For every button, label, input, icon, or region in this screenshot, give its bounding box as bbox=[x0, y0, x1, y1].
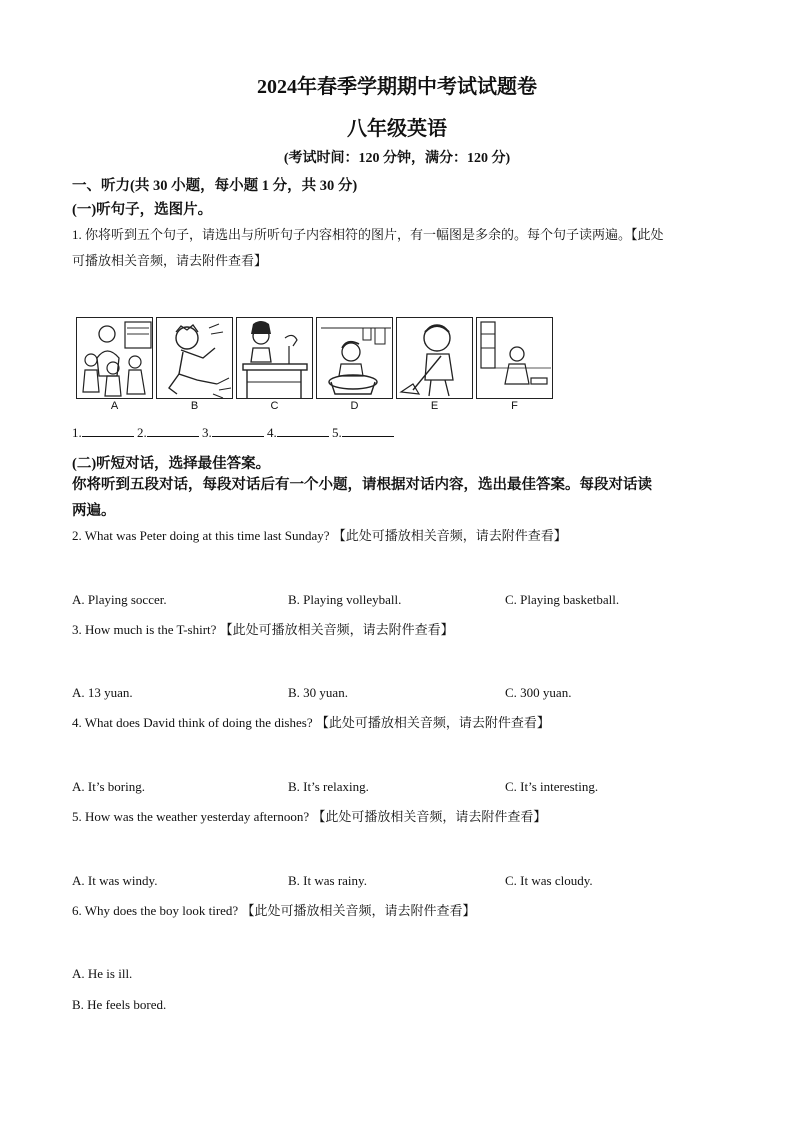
q4-option-b[interactable]: B. It’s relaxing. bbox=[288, 779, 369, 794]
boy-sweeping-picture bbox=[397, 318, 473, 399]
picture-e bbox=[396, 317, 473, 399]
question-3: 3. How much is the T-shirt? 【此处可播放相关音频，请去附件查看】 bbox=[72, 622, 454, 637]
answer-number: 4. bbox=[267, 425, 277, 440]
answer-blank[interactable] bbox=[212, 424, 264, 437]
part2-heading: (二)听短对话，选择最佳答案。 bbox=[72, 456, 271, 472]
section-heading-listening: 一、听力(共 30 小题，每小题 1 分，共 30 分) bbox=[72, 178, 358, 194]
picture-label-b: B bbox=[190, 400, 199, 412]
answer-blank[interactable] bbox=[277, 424, 329, 437]
answer-blank[interactable] bbox=[342, 424, 394, 437]
q6-option-b[interactable]: B. He feels bored. bbox=[72, 997, 167, 1012]
part2-instructions bbox=[72, 472, 722, 524]
q1-instructions-line2: 可播放相关音频，请去附件查看】 bbox=[72, 253, 268, 268]
answer-blanks bbox=[72, 424, 394, 441]
answer-number: 2. bbox=[137, 425, 147, 440]
answer-number: 5. bbox=[332, 425, 342, 440]
question-4: 4. What does David think of doing the dishes? 【此处可播放相关音频，请去附件查看】 bbox=[72, 715, 550, 730]
q2-option-c[interactable]: C. Playing basketball. bbox=[505, 592, 620, 607]
question-5: 5. How was the weather yesterday afternoon? 【此处可播放相关音频，请去附件查看】 bbox=[72, 809, 547, 824]
exam-title: 2024年春季学期期中考试试题卷 bbox=[257, 76, 537, 98]
picture-label-c: C bbox=[270, 400, 279, 412]
picture-d bbox=[316, 317, 393, 399]
picture-label-e: E bbox=[430, 400, 439, 412]
q3-option-c[interactable]: C. 300 yuan. bbox=[505, 685, 572, 700]
picture-f bbox=[476, 317, 553, 399]
part2-instructions-line2: 两遍。 bbox=[72, 503, 116, 519]
answer-blank[interactable] bbox=[147, 424, 199, 437]
girl-washing-clothes-picture bbox=[317, 318, 393, 399]
picture-label-d: D bbox=[350, 400, 359, 412]
q4-option-c[interactable]: C. It’s interesting. bbox=[505, 779, 599, 794]
picture-b bbox=[156, 317, 233, 399]
question-2: 2. What was Peter doing at this time last Sunday? 【此处可播放相关音频，请去附件查看】 bbox=[72, 528, 567, 543]
q6-option-a[interactable]: A. He is ill. bbox=[72, 966, 133, 981]
q3-option-b[interactable]: B. 30 yuan. bbox=[288, 685, 348, 700]
q2-option-a[interactable]: A. Playing soccer. bbox=[72, 592, 167, 607]
q3-option-a[interactable]: A. 13 yuan. bbox=[72, 685, 133, 700]
child-reading-picture bbox=[477, 318, 553, 399]
picture-label-f: F bbox=[511, 400, 518, 412]
answer-number: 1. bbox=[72, 425, 82, 440]
q5-option-c[interactable]: C. It was cloudy. bbox=[505, 873, 593, 888]
q1-instructions bbox=[72, 222, 722, 274]
picture-a bbox=[76, 317, 153, 399]
girl-at-desk-picture bbox=[237, 318, 313, 399]
answer-blank[interactable] bbox=[82, 424, 134, 437]
q5-option-b[interactable]: B. It was rainy. bbox=[288, 873, 367, 888]
picture-c bbox=[236, 317, 313, 399]
picture-row bbox=[76, 317, 556, 417]
exam-subject: 八年级英语 bbox=[347, 118, 447, 140]
q5-option-a[interactable]: A. It was windy. bbox=[72, 873, 158, 888]
part1-heading: (一)听句子，选图片。 bbox=[72, 202, 213, 218]
group-of-children-picture bbox=[77, 318, 153, 399]
picture-label-a: A bbox=[110, 400, 119, 412]
q1-instructions-line1: 1. 你将听到五个句子，请选出与所听句子内容相符的图片，有一幅图是多余的。每个句子读两遍。【此处 bbox=[72, 227, 664, 242]
q4-option-a[interactable]: A. It’s boring. bbox=[72, 779, 145, 794]
answer-number: 3. bbox=[202, 425, 212, 440]
question-6: 6. Why does the boy look tired? 【此处可播放相关音频，请去附件查看】 bbox=[72, 903, 476, 918]
part2-instructions-line1: 你将听到五段对话，每段对话后有一个小题，请根据对话内容，选出最佳答案。每段对话读 bbox=[72, 477, 652, 493]
exam-info: (考试时间：120 分钟，满分：120 分) bbox=[283, 151, 511, 166]
q2-option-b[interactable]: B. Playing volleyball. bbox=[288, 592, 402, 607]
sick-boy-picture bbox=[157, 318, 233, 399]
